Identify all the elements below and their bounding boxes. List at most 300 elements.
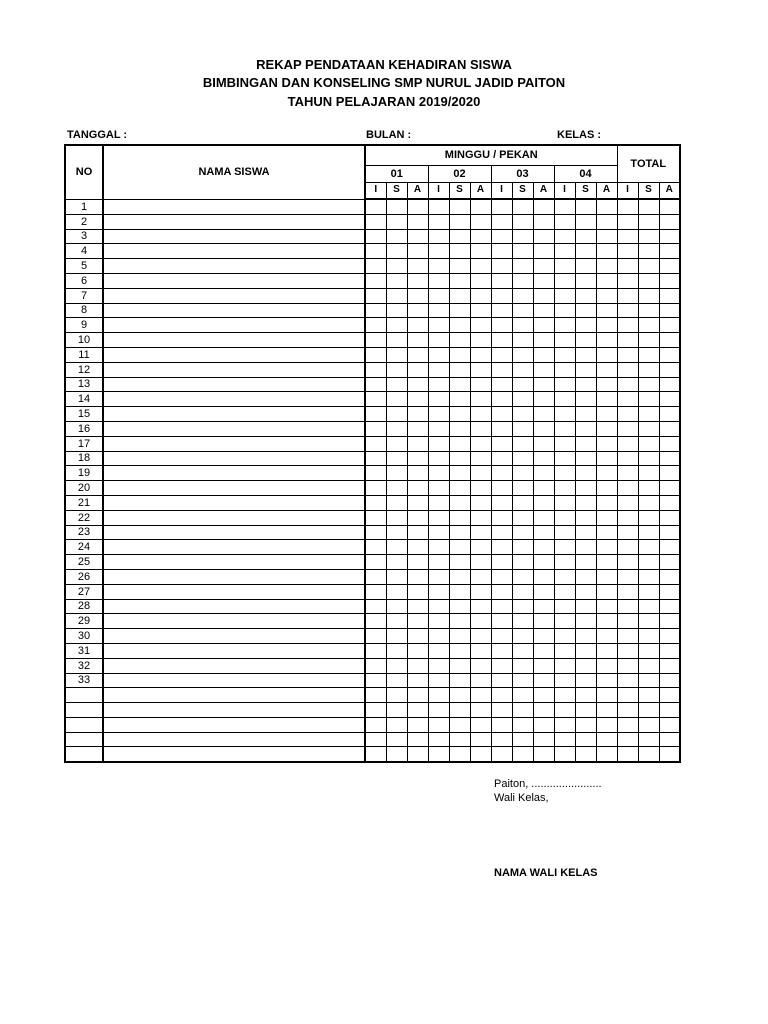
attendance-cell[interactable] xyxy=(491,229,512,244)
attendance-cell[interactable] xyxy=(407,303,428,318)
attendance-cell[interactable] xyxy=(638,273,659,288)
attendance-cell[interactable] xyxy=(512,377,533,392)
student-name-cell[interactable] xyxy=(103,717,365,732)
attendance-cell[interactable] xyxy=(512,510,533,525)
attendance-cell[interactable] xyxy=(533,658,554,673)
attendance-cell[interactable] xyxy=(617,584,638,599)
attendance-cell[interactable] xyxy=(470,569,491,584)
attendance-cell[interactable] xyxy=(554,732,575,747)
attendance-cell[interactable] xyxy=(617,288,638,303)
attendance-cell[interactable] xyxy=(365,466,386,481)
attendance-cell[interactable] xyxy=(617,569,638,584)
attendance-cell[interactable] xyxy=(596,407,617,422)
attendance-cell[interactable] xyxy=(491,392,512,407)
attendance-cell[interactable] xyxy=(365,643,386,658)
attendance-cell[interactable] xyxy=(638,362,659,377)
attendance-cell[interactable] xyxy=(638,199,659,214)
attendance-cell[interactable] xyxy=(407,569,428,584)
attendance-cell[interactable] xyxy=(470,688,491,703)
attendance-cell[interactable] xyxy=(470,555,491,570)
attendance-cell[interactable] xyxy=(638,658,659,673)
attendance-cell[interactable] xyxy=(386,229,407,244)
attendance-cell[interactable] xyxy=(554,673,575,688)
attendance-cell[interactable] xyxy=(596,318,617,333)
attendance-cell[interactable] xyxy=(491,273,512,288)
attendance-cell[interactable] xyxy=(491,658,512,673)
attendance-cell[interactable] xyxy=(449,303,470,318)
attendance-cell[interactable] xyxy=(512,407,533,422)
attendance-cell[interactable] xyxy=(449,673,470,688)
attendance-cell[interactable] xyxy=(428,747,449,762)
attendance-cell[interactable] xyxy=(365,555,386,570)
attendance-cell[interactable] xyxy=(491,362,512,377)
attendance-cell[interactable] xyxy=(407,377,428,392)
attendance-cell[interactable] xyxy=(407,259,428,274)
attendance-cell[interactable] xyxy=(554,347,575,362)
attendance-cell[interactable] xyxy=(512,214,533,229)
attendance-cell[interactable] xyxy=(428,333,449,348)
attendance-cell[interactable] xyxy=(491,347,512,362)
attendance-cell[interactable] xyxy=(512,421,533,436)
attendance-cell[interactable] xyxy=(638,318,659,333)
attendance-cell[interactable] xyxy=(512,555,533,570)
attendance-cell[interactable] xyxy=(449,466,470,481)
attendance-cell[interactable] xyxy=(491,717,512,732)
attendance-cell[interactable] xyxy=(386,732,407,747)
attendance-cell[interactable] xyxy=(596,732,617,747)
attendance-cell[interactable] xyxy=(638,540,659,555)
attendance-cell[interactable] xyxy=(491,540,512,555)
attendance-cell[interactable] xyxy=(575,377,596,392)
attendance-cell[interactable] xyxy=(638,451,659,466)
attendance-cell[interactable] xyxy=(554,747,575,762)
attendance-cell[interactable] xyxy=(428,303,449,318)
student-name-cell[interactable] xyxy=(103,273,365,288)
attendance-cell[interactable] xyxy=(470,333,491,348)
student-name-cell[interactable] xyxy=(103,288,365,303)
attendance-cell[interactable] xyxy=(575,555,596,570)
attendance-cell[interactable] xyxy=(575,347,596,362)
attendance-cell[interactable] xyxy=(470,599,491,614)
attendance-cell[interactable] xyxy=(365,540,386,555)
attendance-cell[interactable] xyxy=(638,614,659,629)
attendance-cell[interactable] xyxy=(638,288,659,303)
attendance-cell[interactable] xyxy=(533,673,554,688)
attendance-cell[interactable] xyxy=(596,629,617,644)
attendance-cell[interactable] xyxy=(659,510,680,525)
student-name-cell[interactable] xyxy=(103,747,365,762)
attendance-cell[interactable] xyxy=(428,229,449,244)
attendance-cell[interactable] xyxy=(491,747,512,762)
attendance-cell[interactable] xyxy=(554,244,575,259)
attendance-cell[interactable] xyxy=(638,377,659,392)
attendance-cell[interactable] xyxy=(470,421,491,436)
attendance-cell[interactable] xyxy=(554,584,575,599)
attendance-cell[interactable] xyxy=(512,703,533,718)
attendance-cell[interactable] xyxy=(428,584,449,599)
attendance-cell[interactable] xyxy=(659,481,680,496)
attendance-cell[interactable] xyxy=(638,407,659,422)
attendance-cell[interactable] xyxy=(470,407,491,422)
attendance-cell[interactable] xyxy=(365,229,386,244)
student-name-cell[interactable] xyxy=(103,525,365,540)
attendance-cell[interactable] xyxy=(428,732,449,747)
attendance-cell[interactable] xyxy=(554,392,575,407)
attendance-cell[interactable] xyxy=(365,407,386,422)
attendance-cell[interactable] xyxy=(470,451,491,466)
attendance-cell[interactable] xyxy=(407,688,428,703)
attendance-cell[interactable] xyxy=(491,199,512,214)
attendance-cell[interactable] xyxy=(386,495,407,510)
attendance-cell[interactable] xyxy=(407,495,428,510)
attendance-cell[interactable] xyxy=(638,466,659,481)
attendance-cell[interactable] xyxy=(596,495,617,510)
attendance-cell[interactable] xyxy=(386,673,407,688)
student-name-cell[interactable] xyxy=(103,540,365,555)
attendance-cell[interactable] xyxy=(659,199,680,214)
attendance-cell[interactable] xyxy=(449,717,470,732)
attendance-cell[interactable] xyxy=(491,629,512,644)
attendance-cell[interactable] xyxy=(659,495,680,510)
attendance-cell[interactable] xyxy=(470,747,491,762)
attendance-cell[interactable] xyxy=(386,614,407,629)
attendance-cell[interactable] xyxy=(491,333,512,348)
attendance-cell[interactable] xyxy=(491,244,512,259)
attendance-cell[interactable] xyxy=(617,703,638,718)
attendance-cell[interactable] xyxy=(365,629,386,644)
attendance-cell[interactable] xyxy=(554,525,575,540)
attendance-cell[interactable] xyxy=(386,288,407,303)
attendance-cell[interactable] xyxy=(638,673,659,688)
attendance-cell[interactable] xyxy=(554,303,575,318)
attendance-cell[interactable] xyxy=(554,451,575,466)
attendance-cell[interactable] xyxy=(659,673,680,688)
attendance-cell[interactable] xyxy=(596,362,617,377)
attendance-cell[interactable] xyxy=(449,688,470,703)
attendance-cell[interactable] xyxy=(575,333,596,348)
attendance-cell[interactable] xyxy=(575,525,596,540)
attendance-cell[interactable] xyxy=(428,451,449,466)
attendance-cell[interactable] xyxy=(491,495,512,510)
attendance-cell[interactable] xyxy=(575,288,596,303)
attendance-cell[interactable] xyxy=(617,451,638,466)
attendance-cell[interactable] xyxy=(512,643,533,658)
attendance-cell[interactable] xyxy=(512,436,533,451)
attendance-cell[interactable] xyxy=(596,288,617,303)
attendance-cell[interactable] xyxy=(575,362,596,377)
attendance-cell[interactable] xyxy=(365,318,386,333)
attendance-cell[interactable] xyxy=(386,421,407,436)
attendance-cell[interactable] xyxy=(596,747,617,762)
attendance-cell[interactable] xyxy=(575,629,596,644)
attendance-cell[interactable] xyxy=(617,392,638,407)
attendance-cell[interactable] xyxy=(575,599,596,614)
attendance-cell[interactable] xyxy=(533,421,554,436)
attendance-cell[interactable] xyxy=(491,451,512,466)
attendance-cell[interactable] xyxy=(470,703,491,718)
attendance-cell[interactable] xyxy=(407,525,428,540)
attendance-cell[interactable] xyxy=(617,599,638,614)
attendance-cell[interactable] xyxy=(470,318,491,333)
attendance-cell[interactable] xyxy=(554,481,575,496)
attendance-cell[interactable] xyxy=(596,599,617,614)
student-name-cell[interactable] xyxy=(103,303,365,318)
attendance-cell[interactable] xyxy=(596,347,617,362)
attendance-cell[interactable] xyxy=(533,451,554,466)
attendance-cell[interactable] xyxy=(596,584,617,599)
attendance-cell[interactable] xyxy=(449,569,470,584)
attendance-cell[interactable] xyxy=(512,481,533,496)
attendance-cell[interactable] xyxy=(491,569,512,584)
attendance-cell[interactable] xyxy=(386,436,407,451)
attendance-cell[interactable] xyxy=(596,658,617,673)
attendance-cell[interactable] xyxy=(617,629,638,644)
attendance-cell[interactable] xyxy=(617,614,638,629)
attendance-cell[interactable] xyxy=(449,214,470,229)
student-name-cell[interactable] xyxy=(103,481,365,496)
attendance-cell[interactable] xyxy=(386,273,407,288)
attendance-cell[interactable] xyxy=(512,540,533,555)
attendance-cell[interactable] xyxy=(491,421,512,436)
student-name-cell[interactable] xyxy=(103,569,365,584)
attendance-cell[interactable] xyxy=(533,333,554,348)
attendance-cell[interactable] xyxy=(638,436,659,451)
attendance-cell[interactable] xyxy=(512,347,533,362)
attendance-cell[interactable] xyxy=(659,362,680,377)
attendance-cell[interactable] xyxy=(386,347,407,362)
attendance-cell[interactable] xyxy=(554,318,575,333)
attendance-cell[interactable] xyxy=(617,643,638,658)
attendance-cell[interactable] xyxy=(659,614,680,629)
attendance-cell[interactable] xyxy=(533,688,554,703)
attendance-cell[interactable] xyxy=(554,436,575,451)
attendance-cell[interactable] xyxy=(365,392,386,407)
attendance-cell[interactable] xyxy=(407,451,428,466)
attendance-cell[interactable] xyxy=(617,199,638,214)
attendance-cell[interactable] xyxy=(470,259,491,274)
attendance-cell[interactable] xyxy=(638,510,659,525)
attendance-cell[interactable] xyxy=(638,347,659,362)
attendance-cell[interactable] xyxy=(512,466,533,481)
attendance-cell[interactable] xyxy=(470,643,491,658)
attendance-cell[interactable] xyxy=(659,703,680,718)
attendance-cell[interactable] xyxy=(638,555,659,570)
attendance-cell[interactable] xyxy=(407,318,428,333)
attendance-cell[interactable] xyxy=(512,333,533,348)
attendance-cell[interactable] xyxy=(365,421,386,436)
attendance-cell[interactable] xyxy=(491,732,512,747)
attendance-cell[interactable] xyxy=(407,481,428,496)
attendance-cell[interactable] xyxy=(659,525,680,540)
attendance-cell[interactable] xyxy=(554,407,575,422)
attendance-cell[interactable] xyxy=(470,436,491,451)
attendance-cell[interactable] xyxy=(407,510,428,525)
attendance-cell[interactable] xyxy=(470,214,491,229)
student-name-cell[interactable] xyxy=(103,362,365,377)
attendance-cell[interactable] xyxy=(659,333,680,348)
attendance-cell[interactable] xyxy=(533,732,554,747)
attendance-cell[interactable] xyxy=(512,229,533,244)
attendance-cell[interactable] xyxy=(533,392,554,407)
attendance-cell[interactable] xyxy=(596,451,617,466)
attendance-cell[interactable] xyxy=(365,451,386,466)
attendance-cell[interactable] xyxy=(617,273,638,288)
attendance-cell[interactable] xyxy=(470,481,491,496)
attendance-cell[interactable] xyxy=(638,259,659,274)
attendance-cell[interactable] xyxy=(617,673,638,688)
attendance-cell[interactable] xyxy=(407,436,428,451)
attendance-cell[interactable] xyxy=(428,259,449,274)
attendance-cell[interactable] xyxy=(512,732,533,747)
attendance-cell[interactable] xyxy=(596,273,617,288)
attendance-cell[interactable] xyxy=(365,658,386,673)
attendance-cell[interactable] xyxy=(554,273,575,288)
attendance-cell[interactable] xyxy=(386,333,407,348)
attendance-cell[interactable] xyxy=(533,407,554,422)
attendance-cell[interactable] xyxy=(659,229,680,244)
attendance-cell[interactable] xyxy=(365,288,386,303)
student-name-cell[interactable] xyxy=(103,732,365,747)
attendance-cell[interactable] xyxy=(386,318,407,333)
attendance-cell[interactable] xyxy=(596,466,617,481)
attendance-cell[interactable] xyxy=(470,199,491,214)
attendance-cell[interactable] xyxy=(470,614,491,629)
attendance-cell[interactable] xyxy=(407,347,428,362)
student-name-cell[interactable] xyxy=(103,259,365,274)
attendance-cell[interactable] xyxy=(617,333,638,348)
student-name-cell[interactable] xyxy=(103,199,365,214)
student-name-cell[interactable] xyxy=(103,407,365,422)
attendance-cell[interactable] xyxy=(386,747,407,762)
attendance-cell[interactable] xyxy=(659,540,680,555)
attendance-cell[interactable] xyxy=(407,703,428,718)
attendance-cell[interactable] xyxy=(533,273,554,288)
attendance-cell[interactable] xyxy=(428,407,449,422)
attendance-cell[interactable] xyxy=(407,658,428,673)
attendance-cell[interactable] xyxy=(596,333,617,348)
attendance-cell[interactable] xyxy=(512,599,533,614)
attendance-cell[interactable] xyxy=(638,421,659,436)
attendance-cell[interactable] xyxy=(533,614,554,629)
attendance-cell[interactable] xyxy=(491,510,512,525)
attendance-cell[interactable] xyxy=(638,747,659,762)
attendance-cell[interactable] xyxy=(554,495,575,510)
attendance-cell[interactable] xyxy=(617,259,638,274)
attendance-cell[interactable] xyxy=(449,451,470,466)
attendance-cell[interactable] xyxy=(449,643,470,658)
attendance-cell[interactable] xyxy=(407,747,428,762)
attendance-cell[interactable] xyxy=(596,525,617,540)
attendance-cell[interactable] xyxy=(596,199,617,214)
attendance-cell[interactable] xyxy=(596,421,617,436)
attendance-cell[interactable] xyxy=(428,643,449,658)
attendance-cell[interactable] xyxy=(617,436,638,451)
attendance-cell[interactable] xyxy=(575,495,596,510)
attendance-cell[interactable] xyxy=(533,318,554,333)
attendance-cell[interactable] xyxy=(470,540,491,555)
attendance-cell[interactable] xyxy=(575,214,596,229)
attendance-cell[interactable] xyxy=(470,273,491,288)
attendance-cell[interactable] xyxy=(638,333,659,348)
attendance-cell[interactable] xyxy=(512,717,533,732)
attendance-cell[interactable] xyxy=(428,466,449,481)
attendance-cell[interactable] xyxy=(386,525,407,540)
attendance-cell[interactable] xyxy=(365,377,386,392)
attendance-cell[interactable] xyxy=(470,732,491,747)
attendance-cell[interactable] xyxy=(407,244,428,259)
attendance-cell[interactable] xyxy=(575,244,596,259)
attendance-cell[interactable] xyxy=(365,214,386,229)
attendance-cell[interactable] xyxy=(617,362,638,377)
attendance-cell[interactable] xyxy=(617,421,638,436)
attendance-cell[interactable] xyxy=(365,673,386,688)
attendance-cell[interactable] xyxy=(554,466,575,481)
attendance-cell[interactable] xyxy=(554,214,575,229)
attendance-cell[interactable] xyxy=(617,229,638,244)
student-name-cell[interactable] xyxy=(103,451,365,466)
attendance-cell[interactable] xyxy=(428,421,449,436)
attendance-cell[interactable] xyxy=(407,643,428,658)
attendance-cell[interactable] xyxy=(365,303,386,318)
attendance-cell[interactable] xyxy=(365,436,386,451)
attendance-cell[interactable] xyxy=(554,717,575,732)
attendance-cell[interactable] xyxy=(533,466,554,481)
attendance-cell[interactable] xyxy=(428,629,449,644)
attendance-cell[interactable] xyxy=(491,303,512,318)
attendance-cell[interactable] xyxy=(575,747,596,762)
attendance-cell[interactable] xyxy=(470,584,491,599)
attendance-cell[interactable] xyxy=(428,658,449,673)
attendance-cell[interactable] xyxy=(470,717,491,732)
student-name-cell[interactable] xyxy=(103,214,365,229)
attendance-cell[interactable] xyxy=(617,688,638,703)
attendance-cell[interactable] xyxy=(596,614,617,629)
attendance-cell[interactable] xyxy=(470,466,491,481)
attendance-cell[interactable] xyxy=(449,436,470,451)
attendance-cell[interactable] xyxy=(449,259,470,274)
attendance-cell[interactable] xyxy=(659,658,680,673)
attendance-cell[interactable] xyxy=(575,481,596,496)
attendance-cell[interactable] xyxy=(659,288,680,303)
attendance-cell[interactable] xyxy=(659,717,680,732)
attendance-cell[interactable] xyxy=(428,717,449,732)
attendance-cell[interactable] xyxy=(407,214,428,229)
attendance-cell[interactable] xyxy=(533,362,554,377)
attendance-cell[interactable] xyxy=(491,214,512,229)
attendance-cell[interactable] xyxy=(428,555,449,570)
attendance-cell[interactable] xyxy=(659,584,680,599)
attendance-cell[interactable] xyxy=(533,717,554,732)
attendance-cell[interactable] xyxy=(512,318,533,333)
attendance-cell[interactable] xyxy=(407,732,428,747)
attendance-cell[interactable] xyxy=(638,643,659,658)
attendance-cell[interactable] xyxy=(596,673,617,688)
attendance-cell[interactable] xyxy=(449,629,470,644)
attendance-cell[interactable] xyxy=(449,703,470,718)
attendance-cell[interactable] xyxy=(596,214,617,229)
attendance-cell[interactable] xyxy=(407,199,428,214)
attendance-cell[interactable] xyxy=(386,451,407,466)
attendance-cell[interactable] xyxy=(470,244,491,259)
attendance-cell[interactable] xyxy=(659,347,680,362)
attendance-cell[interactable] xyxy=(659,273,680,288)
attendance-cell[interactable] xyxy=(449,244,470,259)
attendance-cell[interactable] xyxy=(449,229,470,244)
attendance-cell[interactable] xyxy=(638,229,659,244)
attendance-cell[interactable] xyxy=(638,732,659,747)
attendance-cell[interactable] xyxy=(659,599,680,614)
attendance-cell[interactable] xyxy=(533,214,554,229)
